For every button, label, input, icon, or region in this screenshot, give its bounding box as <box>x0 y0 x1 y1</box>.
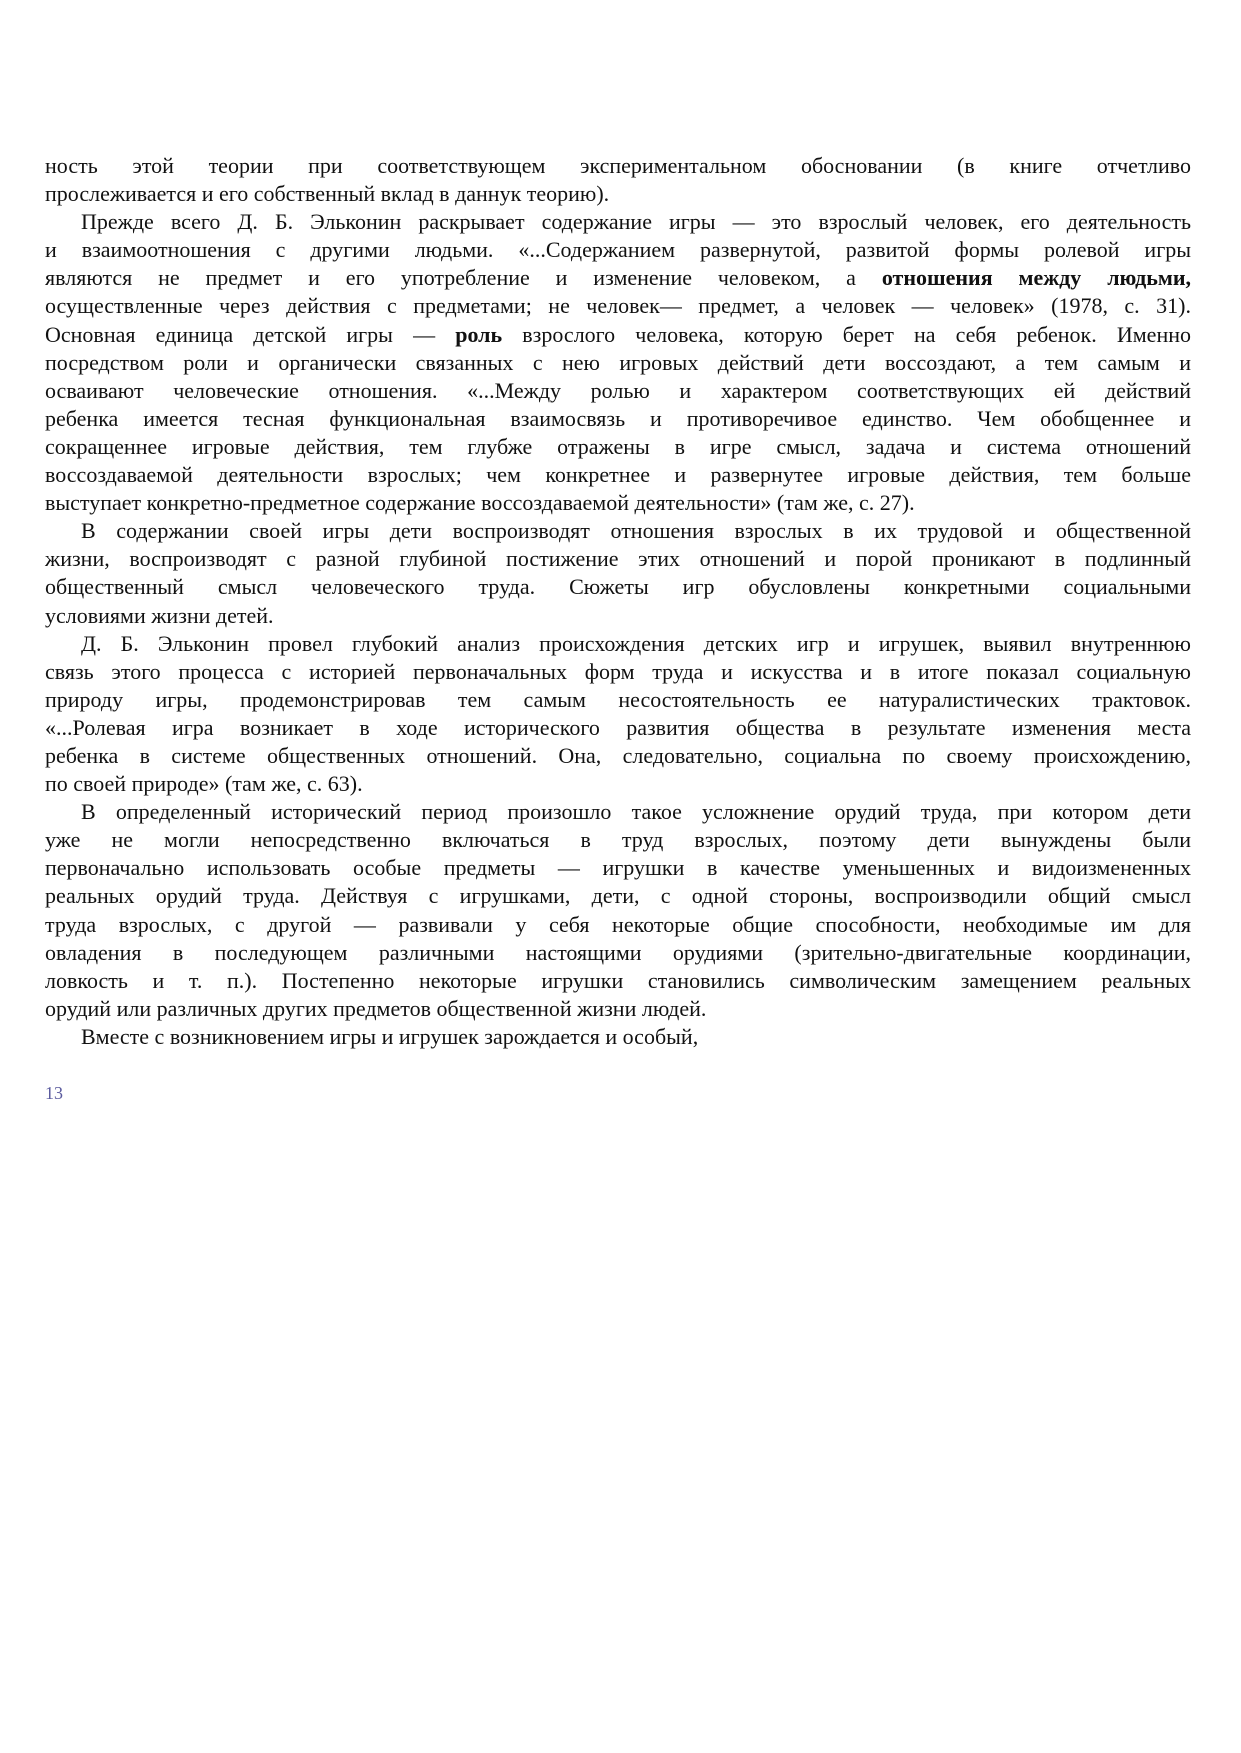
text-line <box>45 180 1191 208</box>
text-segment: овладения в последующем различными настоящими орудиями (зрительно-двигательные координации, <box>45 939 1191 965</box>
text-segment: посредством роли и органически связанных с нею игровых действий дети воссоздают, а тем самым и <box>45 349 1191 375</box>
text-line <box>45 545 1191 573</box>
paragraph <box>45 517 1191 629</box>
text-line <box>45 236 1191 264</box>
text-segment: ность этой теории при соответствующем экспериментальном обосновании (в книге отчетливо <box>45 153 1191 178</box>
text-segment: Вместе с возникновением игры и игрушек зарождается и особый, <box>81 1023 699 1049</box>
text-line <box>45 882 1191 910</box>
text-segment: общественный смысл человеческого труда. Сюжеты игр обусловлены конкретными социальными <box>45 574 1191 600</box>
text-segment: уже не могли непосредственно включаться в труд взрослых, поэтому дети вынуждены были <box>45 827 1191 853</box>
text-line <box>45 826 1191 854</box>
text-line <box>45 658 1191 686</box>
text-line <box>45 995 1191 1023</box>
paragraph <box>45 152 1191 208</box>
text-segment: воссоздаваемой деятельности взрослых; чем конкретнее и развернутее игровые действия, тем больше <box>45 462 1191 488</box>
text-line <box>45 939 1191 967</box>
text-segment: сокращеннее игровые действия, тем глубже отражены в игре смысл, задача и система отношений <box>45 433 1191 459</box>
paragraph <box>45 630 1191 799</box>
text-segment: Д. Б. Эльконин провел глубокий анализ происхождения детских игр и игрушек, выявил внутреннюю <box>81 630 1191 656</box>
text-line <box>45 433 1191 461</box>
text-line <box>45 377 1191 405</box>
paragraph <box>45 1023 1191 1051</box>
page-body-text <box>45 152 1191 1051</box>
text-line <box>45 770 1191 798</box>
text-segment: ребенка имеется тесная функциональная взаимосвязь и противоречивое единство. Чем обобщеннее и <box>45 405 1191 431</box>
text-line <box>45 517 1191 545</box>
text-segment: связь этого процесса с историей первоначальных форм труда и искусства и в итоге показал социальную <box>45 658 1191 684</box>
bold-emphasis: отношения между людьми, <box>881 265 1192 291</box>
text-line <box>45 292 1191 320</box>
text-line <box>45 152 1191 180</box>
text-segment: Прежде всего Д. Б. Эльконин раскрывает содержание игры — это взрослый человек, его деятельность <box>81 209 1191 235</box>
text-segment: орудий или различных других предметов общественной жизни людей. <box>45 995 707 1021</box>
text-segment: выступает конкретно-предметное содержание воссоздаваемой деятельности» (там же, с. 27). <box>45 490 915 516</box>
text-line <box>45 461 1191 489</box>
text-line <box>45 714 1191 742</box>
text-line <box>45 630 1191 658</box>
text-line <box>45 911 1191 939</box>
text-segment: В содержании своей игры дети воспроизводят отношения взрослых в их трудовой и общественной <box>81 518 1191 544</box>
text-line <box>45 349 1191 377</box>
text-segment: по своей природе» (там же, с. 63). <box>45 771 363 797</box>
paragraph <box>45 798 1191 1023</box>
text-segment: ребенка в системе общественных отношений. Она, следовательно, социальна по своему происхождению, <box>45 742 1191 768</box>
text-segment: Основная единица детской игры — <box>45 321 456 347</box>
text-segment: и взаимоотношения с другими людьми. «...Содержанием развернутой, развитой формы ролевой игры <box>45 237 1191 263</box>
text-segment: реальных орудий труда. Действуя с игрушками, дети, с одной стороны, воспроизводили общий смысл <box>45 883 1191 909</box>
text-line <box>45 573 1191 601</box>
text-line <box>45 208 1191 236</box>
text-line <box>45 798 1191 826</box>
text-line <box>45 1023 1191 1051</box>
text-segment: ловкость и т. п.). Постепенно некоторые игрушки становились символическим замещением реальных <box>45 967 1191 993</box>
paragraph <box>45 208 1191 517</box>
text-line <box>45 489 1191 517</box>
page-number: 13 <box>45 1083 63 1103</box>
text-line <box>45 854 1191 882</box>
text-segment: жизни, воспроизводят с разной глубиной постижение этих отношений и порой проникают в подлинный <box>45 546 1191 572</box>
text-line <box>45 264 1191 292</box>
text-segment: прослеживается и его собственный вклад в даннук теорию). <box>45 181 610 207</box>
text-line <box>45 742 1191 770</box>
text-segment: первоначально использовать особые предметы — игрушки в качестве уменьшенных и видоизмененных <box>45 855 1191 881</box>
text-segment: условиями жизни детей. <box>45 602 274 628</box>
text-line <box>45 321 1191 349</box>
text-segment: труда взрослых, с другой — развивали у себя некоторые общие способности, необходимые им для <box>45 911 1191 937</box>
text-segment: осваивают человеческие отношения. «...Между ролью и характером соответствующих ей действий <box>45 377 1191 403</box>
text-segment: природу игры, продемонстрировав тем самым несостоятельность ее натуралистических трактовок. <box>45 686 1191 712</box>
text-segment: являются не предмет и его употребление и изменение человеком, а <box>45 265 882 291</box>
text-segment: осуществленные через действия с предметами; не человек— предмет, а человек — человек» (1978, с. 31). <box>45 293 1191 319</box>
bold-emphasis: роль <box>455 321 503 347</box>
text-line <box>45 967 1191 995</box>
text-segment: «...Ролевая игра возникает в ходе исторического развития общества в результате изменения места <box>45 714 1191 740</box>
text-segment: взрослого человека, которую берет на себя ребенок. Именно <box>502 321 1191 347</box>
text-line <box>45 405 1191 433</box>
text-line <box>45 602 1191 630</box>
text-segment: В определенный исторический период произошло такое усложнение орудий труда, при котором дети <box>81 799 1191 825</box>
text-line <box>45 686 1191 714</box>
